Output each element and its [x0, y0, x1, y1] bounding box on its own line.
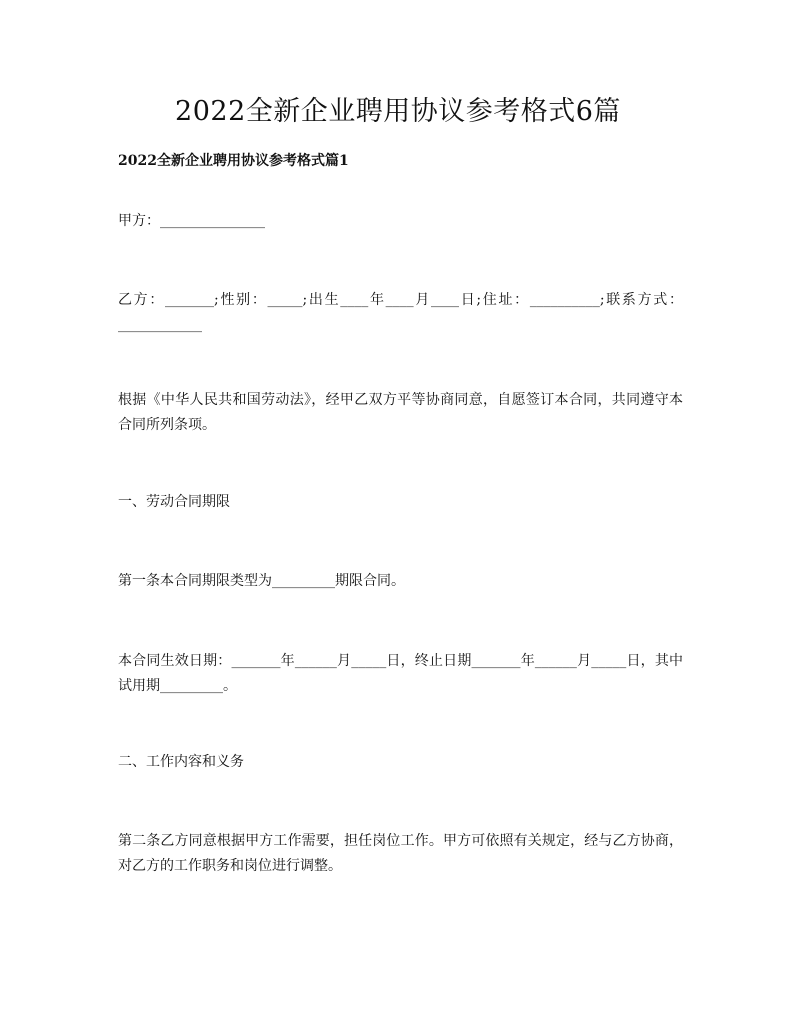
party-a-line: 甲方：_______________: [118, 213, 265, 229]
party-b-line: 乙方：_______;性别：_____;出生____年____月____日;住址：__________;联系方式：____________: [118, 292, 683, 333]
preamble-paragraph: 根据《中华人民共和国劳动法》，经甲乙双方平等协商同意，自愿签订本合同，共同遵守本合同所列条项。: [118, 392, 683, 433]
chapter-heading-duties: 二、工作内容和义务: [118, 754, 244, 770]
article-1-paragraph: 第一条本合同期限类型为_________期限合同。: [118, 573, 405, 589]
article-2-paragraph: 第二条乙方同意根据甲方工作需要，担任岗位工作。甲方可依照有关规定，经与乙方协商，对乙方的工作职务和岗位进行调整。: [118, 833, 683, 874]
chapter-heading-term: 一、劳动合同期限: [118, 494, 230, 510]
document-title: 2022全新企业聘用协议参考格式6篇: [175, 96, 621, 127]
effective-date-paragraph: 本合同生效日期：_______年______月_____日，终止日期_______年______月_____日，其中试用期_________。: [118, 653, 683, 694]
section-heading: 2022全新企业聘用协议参考格式篇1: [118, 153, 349, 169]
